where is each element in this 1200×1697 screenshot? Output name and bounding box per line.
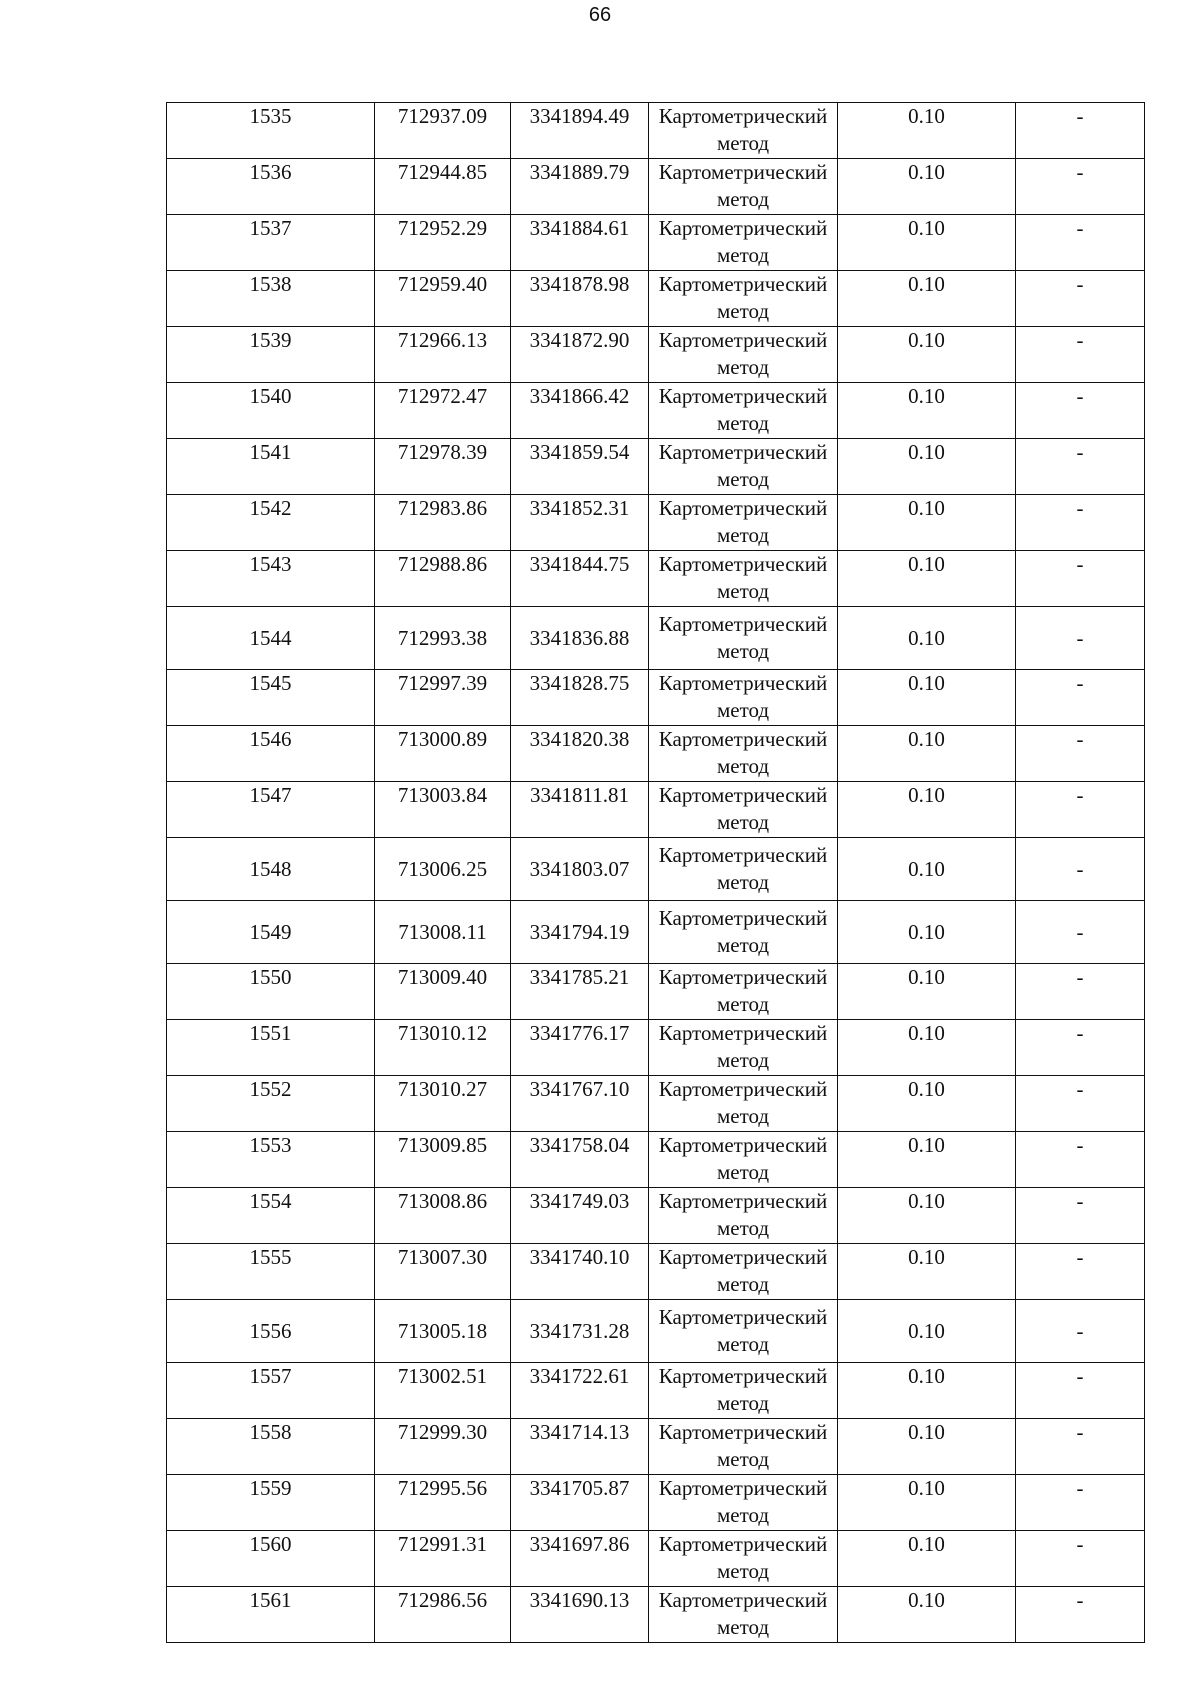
description-cell: - [1016, 1531, 1145, 1587]
x-coordinate-cell: 712983.86 [375, 495, 511, 551]
x-coordinate-cell: 712937.09 [375, 103, 511, 159]
accuracy-cell: 0.10 [838, 1188, 1016, 1244]
y-coordinate-cell: 3341859.54 [511, 439, 649, 495]
y-coordinate-cell: 3341740.10 [511, 1244, 649, 1300]
accuracy-cell: 0.10 [838, 838, 1016, 901]
method-cell: Картометрический метод [649, 1419, 838, 1475]
table-row [167, 439, 1145, 495]
method-cell: Картометрический метод [649, 1132, 838, 1188]
point-number-cell: 1556 [167, 1300, 375, 1363]
point-number-cell: 1549 [167, 901, 375, 964]
table-row [167, 1244, 1145, 1300]
coordinates-table-body [167, 103, 1145, 1643]
description-cell: - [1016, 1244, 1145, 1300]
accuracy-cell: 0.10 [838, 495, 1016, 551]
x-coordinate-cell: 712986.56 [375, 1587, 511, 1643]
method-cell: Картометрический метод [649, 670, 838, 726]
method-cell: Картометрический метод [649, 1300, 838, 1363]
x-coordinate-cell: 713007.30 [375, 1244, 511, 1300]
method-cell: Картометрический метод [649, 383, 838, 439]
accuracy-cell: 0.10 [838, 551, 1016, 607]
y-coordinate-cell: 3341794.19 [511, 901, 649, 964]
accuracy-cell: 0.10 [838, 782, 1016, 838]
table-row [167, 1363, 1145, 1419]
table-row [167, 551, 1145, 607]
y-coordinate-cell: 3341866.42 [511, 383, 649, 439]
method-cell: Картометрический метод [649, 215, 838, 271]
method-cell: Картометрический метод [649, 1531, 838, 1587]
y-coordinate-cell: 3341836.88 [511, 607, 649, 670]
point-number-cell: 1542 [167, 495, 375, 551]
point-number-cell: 1547 [167, 782, 375, 838]
description-cell: - [1016, 901, 1145, 964]
accuracy-cell: 0.10 [838, 1076, 1016, 1132]
y-coordinate-cell: 3341828.75 [511, 670, 649, 726]
point-number-cell: 1541 [167, 439, 375, 495]
description-cell: - [1016, 726, 1145, 782]
table-row [167, 215, 1145, 271]
accuracy-cell: 0.10 [838, 607, 1016, 670]
x-coordinate-cell: 712966.13 [375, 327, 511, 383]
method-cell: Картометрический метод [649, 327, 838, 383]
x-coordinate-cell: 713010.12 [375, 1020, 511, 1076]
point-number-cell: 1554 [167, 1188, 375, 1244]
method-cell: Картометрический метод [649, 726, 838, 782]
method-cell: Картометрический метод [649, 1076, 838, 1132]
accuracy-cell: 0.10 [838, 1132, 1016, 1188]
x-coordinate-cell: 712997.39 [375, 670, 511, 726]
method-cell: Картометрический метод [649, 607, 838, 670]
accuracy-cell: 0.10 [838, 327, 1016, 383]
y-coordinate-cell: 3341872.90 [511, 327, 649, 383]
accuracy-cell: 0.10 [838, 1363, 1016, 1419]
point-number-cell: 1537 [167, 215, 375, 271]
method-cell: Картометрический метод [649, 1188, 838, 1244]
y-coordinate-cell: 3341690.13 [511, 1587, 649, 1643]
accuracy-cell: 0.10 [838, 1531, 1016, 1587]
y-coordinate-cell: 3341852.31 [511, 495, 649, 551]
point-number-cell: 1555 [167, 1244, 375, 1300]
x-coordinate-cell: 712952.29 [375, 215, 511, 271]
description-cell: - [1016, 383, 1145, 439]
y-coordinate-cell: 3341731.28 [511, 1300, 649, 1363]
table-row [167, 607, 1145, 670]
table-row [167, 1020, 1145, 1076]
accuracy-cell: 0.10 [838, 103, 1016, 159]
description-cell: - [1016, 1020, 1145, 1076]
table-row [167, 271, 1145, 327]
table-row [167, 1300, 1145, 1363]
x-coordinate-cell: 713009.40 [375, 964, 511, 1020]
point-number-cell: 1544 [167, 607, 375, 670]
description-cell: - [1016, 1300, 1145, 1363]
description-cell: - [1016, 1132, 1145, 1188]
x-coordinate-cell: 713008.86 [375, 1188, 511, 1244]
description-cell: - [1016, 838, 1145, 901]
point-number-cell: 1557 [167, 1363, 375, 1419]
accuracy-cell: 0.10 [838, 215, 1016, 271]
x-coordinate-cell: 712978.39 [375, 439, 511, 495]
description-cell: - [1016, 215, 1145, 271]
description-cell: - [1016, 1363, 1145, 1419]
description-cell: - [1016, 670, 1145, 726]
accuracy-cell: 0.10 [838, 271, 1016, 327]
page-number: 66 [588, 4, 612, 26]
y-coordinate-cell: 3341785.21 [511, 964, 649, 1020]
x-coordinate-cell: 712991.31 [375, 1531, 511, 1587]
table-row [167, 726, 1145, 782]
accuracy-cell: 0.10 [838, 159, 1016, 215]
method-cell: Картометрический метод [649, 1244, 838, 1300]
accuracy-cell: 0.10 [838, 1300, 1016, 1363]
method-cell: Картометрический метод [649, 103, 838, 159]
description-cell: - [1016, 1188, 1145, 1244]
description-cell: - [1016, 1587, 1145, 1643]
table-row [167, 1419, 1145, 1475]
point-number-cell: 1550 [167, 964, 375, 1020]
method-cell: Картометрический метод [649, 838, 838, 901]
accuracy-cell: 0.10 [838, 670, 1016, 726]
description-cell: - [1016, 159, 1145, 215]
y-coordinate-cell: 3341889.79 [511, 159, 649, 215]
point-number-cell: 1538 [167, 271, 375, 327]
method-cell: Картометрический метод [649, 782, 838, 838]
description-cell: - [1016, 964, 1145, 1020]
method-cell: Картометрический метод [649, 439, 838, 495]
y-coordinate-cell: 3341758.04 [511, 1132, 649, 1188]
y-coordinate-cell: 3341705.87 [511, 1475, 649, 1531]
accuracy-cell: 0.10 [838, 1419, 1016, 1475]
accuracy-cell: 0.10 [838, 726, 1016, 782]
point-number-cell: 1559 [167, 1475, 375, 1531]
x-coordinate-cell: 712993.38 [375, 607, 511, 670]
x-coordinate-cell: 713000.89 [375, 726, 511, 782]
y-coordinate-cell: 3341722.61 [511, 1363, 649, 1419]
y-coordinate-cell: 3341844.75 [511, 551, 649, 607]
description-cell: - [1016, 327, 1145, 383]
table-row [167, 670, 1145, 726]
table-row [167, 782, 1145, 838]
description-cell: - [1016, 495, 1145, 551]
y-coordinate-cell: 3341714.13 [511, 1419, 649, 1475]
description-cell: - [1016, 607, 1145, 670]
method-cell: Картометрический метод [649, 495, 838, 551]
point-number-cell: 1551 [167, 1020, 375, 1076]
y-coordinate-cell: 3341894.49 [511, 103, 649, 159]
x-coordinate-cell: 712995.56 [375, 1475, 511, 1531]
x-coordinate-cell: 713002.51 [375, 1363, 511, 1419]
table-row [167, 383, 1145, 439]
description-cell: - [1016, 439, 1145, 495]
accuracy-cell: 0.10 [838, 383, 1016, 439]
y-coordinate-cell: 3341697.86 [511, 1531, 649, 1587]
method-cell: Картометрический метод [649, 551, 838, 607]
x-coordinate-cell: 712972.47 [375, 383, 511, 439]
table-row [167, 1475, 1145, 1531]
point-number-cell: 1553 [167, 1132, 375, 1188]
point-number-cell: 1540 [167, 383, 375, 439]
table-row [167, 964, 1145, 1020]
y-coordinate-cell: 3341811.81 [511, 782, 649, 838]
coordinates-table [166, 102, 1145, 1643]
table-row [167, 103, 1145, 159]
point-number-cell: 1546 [167, 726, 375, 782]
method-cell: Картометрический метод [649, 1587, 838, 1643]
y-coordinate-cell: 3341767.10 [511, 1076, 649, 1132]
x-coordinate-cell: 713003.84 [375, 782, 511, 838]
y-coordinate-cell: 3341749.03 [511, 1188, 649, 1244]
table-row [167, 1076, 1145, 1132]
description-cell: - [1016, 1475, 1145, 1531]
method-cell: Картометрический метод [649, 159, 838, 215]
point-number-cell: 1535 [167, 103, 375, 159]
x-coordinate-cell: 712959.40 [375, 271, 511, 327]
x-coordinate-cell: 712999.30 [375, 1419, 511, 1475]
description-cell: - [1016, 551, 1145, 607]
description-cell: - [1016, 1076, 1145, 1132]
accuracy-cell: 0.10 [838, 1244, 1016, 1300]
table-row [167, 1587, 1145, 1643]
x-coordinate-cell: 712988.86 [375, 551, 511, 607]
table-row [167, 495, 1145, 551]
x-coordinate-cell: 713005.18 [375, 1300, 511, 1363]
table-row [167, 159, 1145, 215]
accuracy-cell: 0.10 [838, 1020, 1016, 1076]
accuracy-cell: 0.10 [838, 1587, 1016, 1643]
point-number-cell: 1539 [167, 327, 375, 383]
point-number-cell: 1560 [167, 1531, 375, 1587]
method-cell: Картометрический метод [649, 1475, 838, 1531]
point-number-cell: 1536 [167, 159, 375, 215]
y-coordinate-cell: 3341884.61 [511, 215, 649, 271]
table-row [167, 327, 1145, 383]
accuracy-cell: 0.10 [838, 901, 1016, 964]
point-number-cell: 1552 [167, 1076, 375, 1132]
table-row [167, 838, 1145, 901]
method-cell: Картометрический метод [649, 271, 838, 327]
description-cell: - [1016, 103, 1145, 159]
table-row [167, 901, 1145, 964]
description-cell: - [1016, 271, 1145, 327]
table-row [167, 1188, 1145, 1244]
accuracy-cell: 0.10 [838, 964, 1016, 1020]
y-coordinate-cell: 3341803.07 [511, 838, 649, 901]
x-coordinate-cell: 712944.85 [375, 159, 511, 215]
method-cell: Картометрический метод [649, 901, 838, 964]
method-cell: Картометрический метод [649, 964, 838, 1020]
y-coordinate-cell: 3341820.38 [511, 726, 649, 782]
y-coordinate-cell: 3341878.98 [511, 271, 649, 327]
x-coordinate-cell: 713008.11 [375, 901, 511, 964]
description-cell: - [1016, 1419, 1145, 1475]
point-number-cell: 1561 [167, 1587, 375, 1643]
table-row [167, 1132, 1145, 1188]
method-cell: Картометрический метод [649, 1020, 838, 1076]
x-coordinate-cell: 713010.27 [375, 1076, 511, 1132]
y-coordinate-cell: 3341776.17 [511, 1020, 649, 1076]
point-number-cell: 1548 [167, 838, 375, 901]
accuracy-cell: 0.10 [838, 439, 1016, 495]
method-cell: Картометрический метод [649, 1363, 838, 1419]
table-row [167, 1531, 1145, 1587]
point-number-cell: 1558 [167, 1419, 375, 1475]
point-number-cell: 1545 [167, 670, 375, 726]
point-number-cell: 1543 [167, 551, 375, 607]
x-coordinate-cell: 713009.85 [375, 1132, 511, 1188]
description-cell: - [1016, 782, 1145, 838]
x-coordinate-cell: 713006.25 [375, 838, 511, 901]
accuracy-cell: 0.10 [838, 1475, 1016, 1531]
